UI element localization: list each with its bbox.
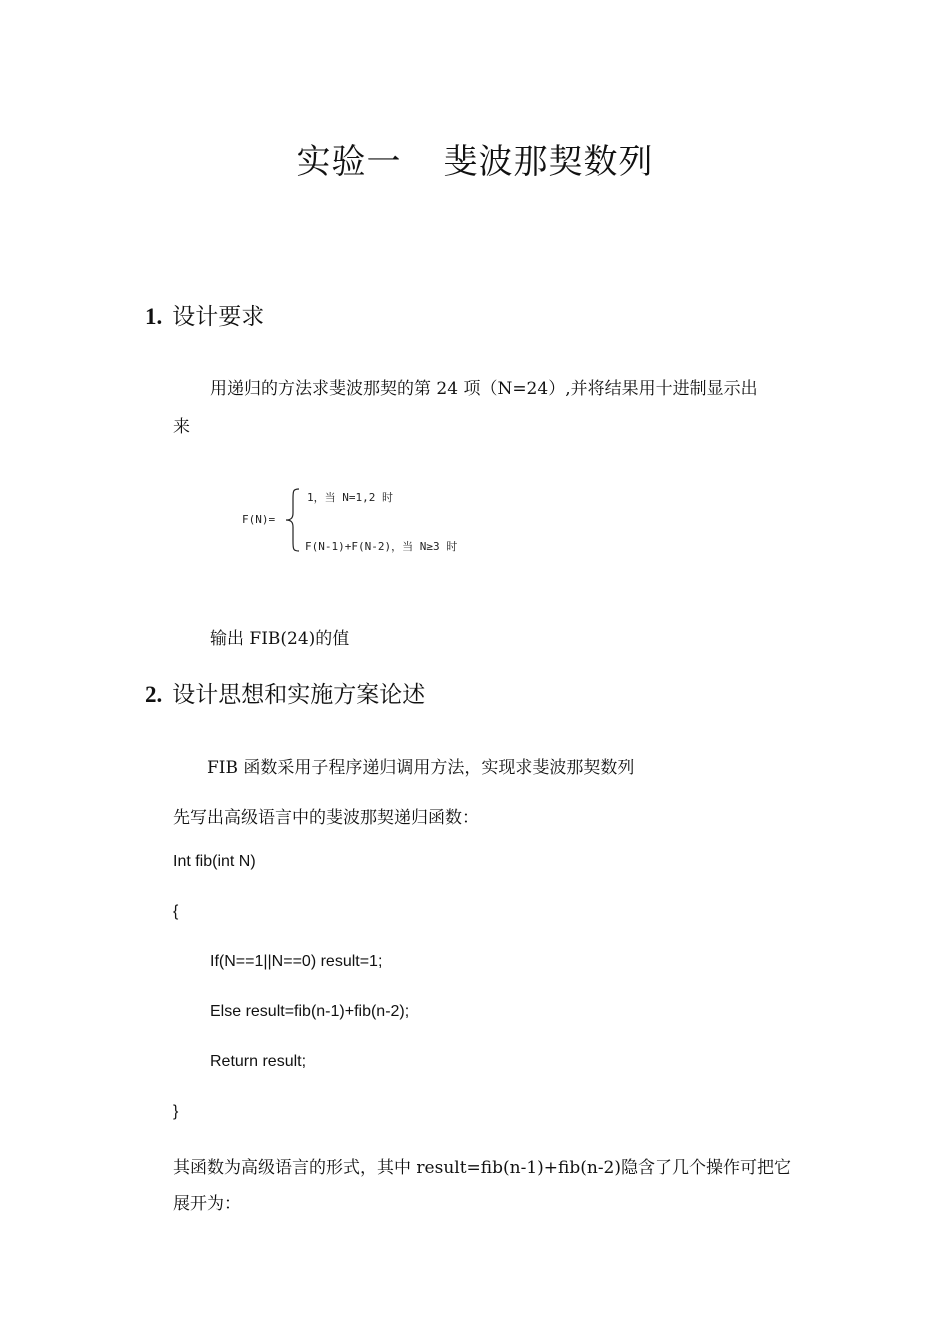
title-part2: 斐波那契数列 <box>443 142 654 182</box>
section2-number: 2. <box>145 682 163 707</box>
closing-line2: 展开为： <box>173 1194 241 1214</box>
section1-heading <box>145 298 264 331</box>
section2-heading <box>145 676 425 709</box>
code-line-close-brace: } <box>173 1103 179 1120</box>
page-title <box>0 134 950 183</box>
formula-lhs: F(N)= <box>242 513 276 526</box>
section2-line1: FIB 函数采用子程序递归调用方法，实现求斐波那契数列 <box>207 758 635 778</box>
formula-brace <box>283 487 303 553</box>
section1-paragraph-line2: 来 <box>173 417 190 437</box>
code-line-else: Else result=fib(n-1)+fib(n-2); <box>210 1003 410 1020</box>
closing-line1: 其函数为高级语言的形式，其中 result=fib(n-1)+fib(n-2)隐含了几个操作可把它 <box>173 1158 792 1178</box>
code-line-return: Return result; <box>210 1053 307 1070</box>
section1-paragraph-line1: 用递归的方法求斐波那契的第 24 项（N=24）,并将结果用十进制显示出 <box>210 379 758 399</box>
code-line-if: If(N==1||N==0) result=1; <box>210 953 383 970</box>
section2-line2: 先写出高级语言中的斐波那契递归函数： <box>173 808 479 828</box>
code-line-signature: Int fib(int N) <box>173 853 256 870</box>
section1-number: 1. <box>145 304 163 329</box>
code-line-open-brace: { <box>173 903 179 920</box>
section2-heading-text: 设计思想和实施方案论述 <box>172 682 426 708</box>
formula-case1: 1，当 N=1,2 时 <box>307 491 393 504</box>
output-line: 输出 FIB(24)的值 <box>210 629 350 649</box>
section1-heading-text: 设计要求 <box>172 304 265 330</box>
title-part1: 实验一 <box>296 142 402 182</box>
formula-case2: F(N-1)+F(N-2)，当 N≥3 时 <box>305 540 458 553</box>
